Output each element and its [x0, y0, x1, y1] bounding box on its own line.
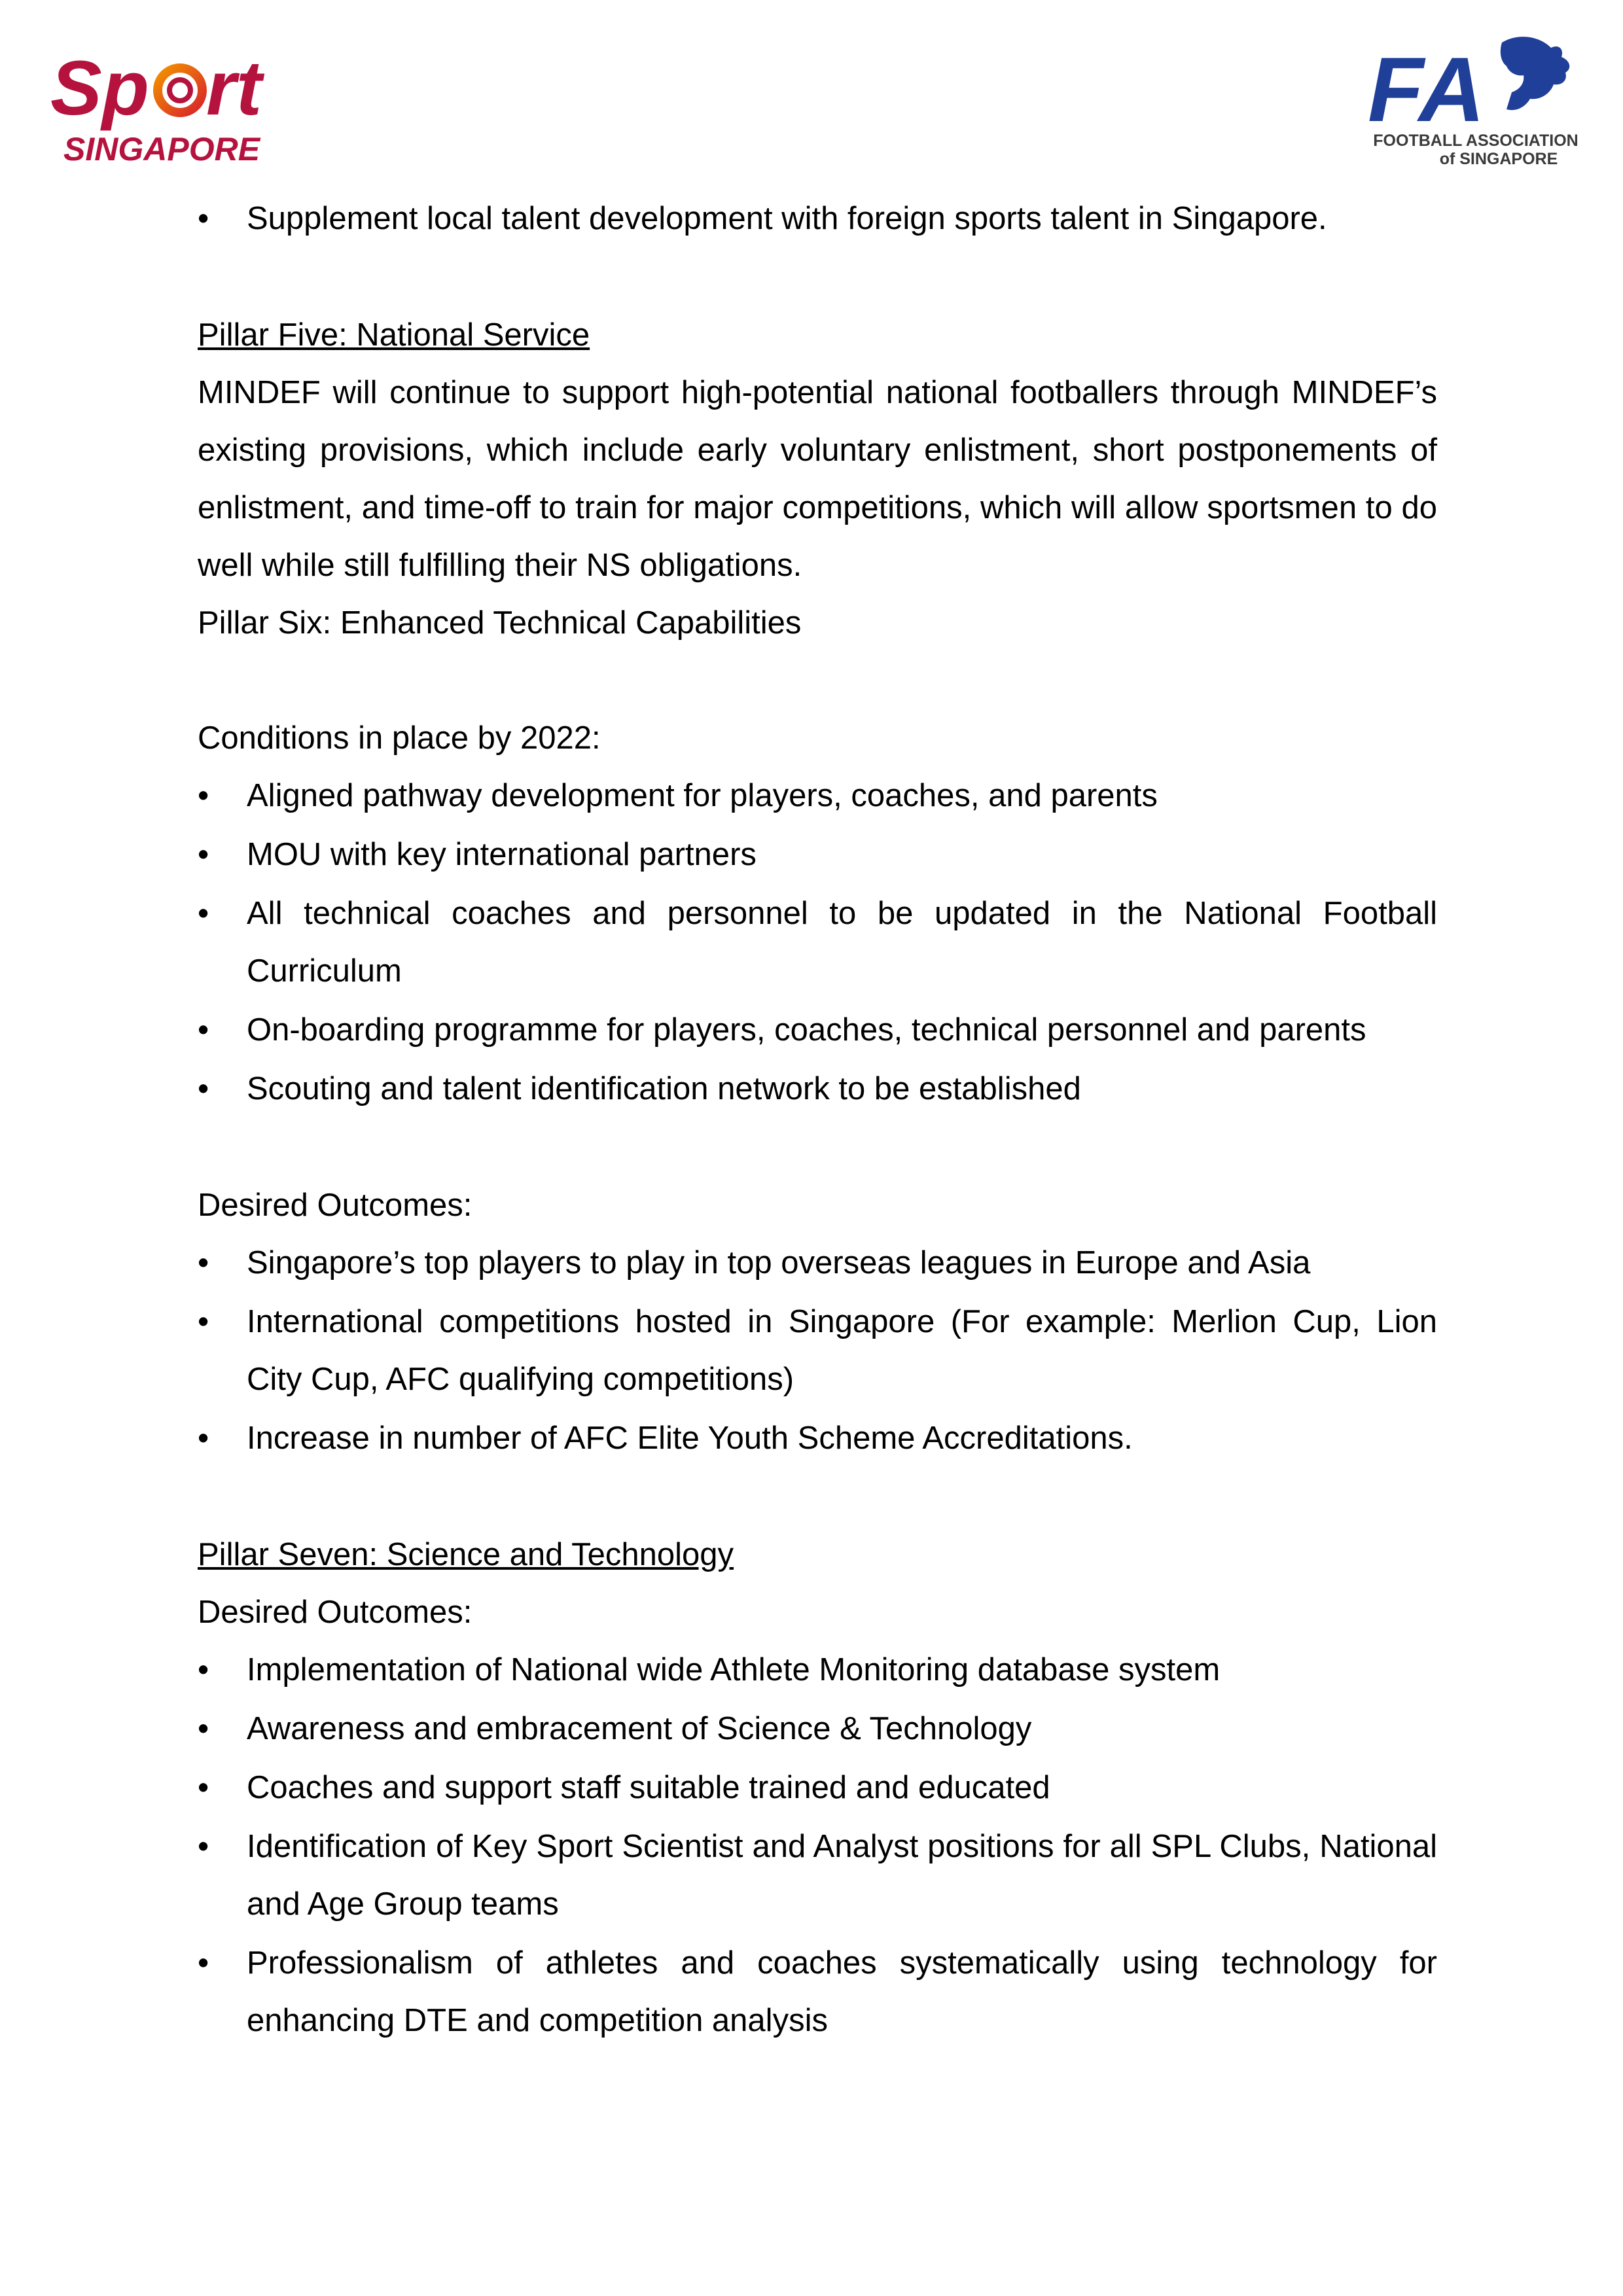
list-item: • MOU with key international partners [198, 826, 1437, 883]
intro-bullet-list [198, 190, 1437, 247]
conditions-list [198, 767, 1437, 1118]
sport-logo-sub: SINGAPORE [63, 131, 260, 168]
list-item: • Coaches and support staff suitable trained and educated [198, 1759, 1437, 1816]
spacer [198, 249, 1437, 306]
list-item: • All technical coaches and personnel to be updated in the National Football Curriculum [198, 885, 1437, 1000]
sport-logo-rt: rt [206, 45, 262, 132]
list-item: • Increase in number of AFC Elite Youth Scheme Accreditations. [198, 1409, 1437, 1467]
pillar-five-heading: Pillar Five: National Service [198, 317, 590, 353]
pillar-six-outcomes-list [198, 1234, 1437, 1467]
sport-logo-sp: Sp [50, 45, 149, 132]
sport-logo-ring-icon [158, 68, 202, 113]
spacer [198, 652, 1437, 709]
fas-logo-line2: of SINGAPORE [1439, 150, 1558, 168]
fas-logo-mark: FA [1368, 38, 1485, 141]
conditions-label: Conditions in place by 2022: [198, 720, 601, 756]
pillar-seven-outcomes-label: Desired Outcomes: [198, 1595, 473, 1630]
spacer [198, 1468, 1437, 1526]
list-item: • Scouting and talent identification network to be established [198, 1060, 1437, 1118]
list-item: • Implementation of National wide Athlete Monitoring database system [198, 1641, 1437, 1699]
list-item: • Professionalism of athletes and coaches systematically using technology for enhancing DTE and competition analysis [198, 1934, 1437, 2049]
list-item: • On-boarding programme for players, coaches, technical personnel and parents [198, 1001, 1437, 1059]
fas-logo-line1: FOOTBALL ASSOCIATION [1373, 132, 1578, 150]
document-body [198, 190, 1437, 2051]
pillar-seven-outcomes-list [198, 1641, 1437, 2049]
pillar-six-outcomes-label: Desired Outcomes: [198, 1188, 473, 1223]
list-item: • Aligned pathway development for players, coaches, and parents [198, 767, 1437, 824]
list-item: • International competitions hosted in Singapore (For example: Merlion Cup, Lion City Cup, AFC qualifying competitions) [198, 1293, 1437, 1408]
pillar-seven-heading: Pillar Seven: Science and Technology [198, 1537, 734, 1572]
lion-head-icon [1501, 37, 1569, 110]
spacer [198, 1119, 1437, 1176]
list-item: • Supplement local talent development with foreign sports talent in Singapore. [198, 190, 1372, 247]
list-item: • Identification of Key Sport Scientist and Analyst positions for all SPL Clubs, National and Age Group teams [198, 1818, 1437, 1933]
list-item: • Singapore’s top players to play in top overseas leagues in Europe and Asia [198, 1234, 1437, 1292]
pillar-six-heading: Pillar Six: Enhanced Technical Capabilities [198, 605, 802, 641]
list-item: • Awareness and embracement of Science & Technology [198, 1700, 1437, 1757]
pillar-five-body: MINDEF will continue to support high-potential national footballers through MINDEF’s existing provisions, which include early voluntary enlistment, short postponements of enlistment, and time-off to train for major competitions, which will allow sportsmen to do well while still fulfilling their NS obligations. [198, 375, 1437, 583]
fas-logo [1368, 29, 1584, 173]
sport-singapore-logo [49, 39, 298, 170]
